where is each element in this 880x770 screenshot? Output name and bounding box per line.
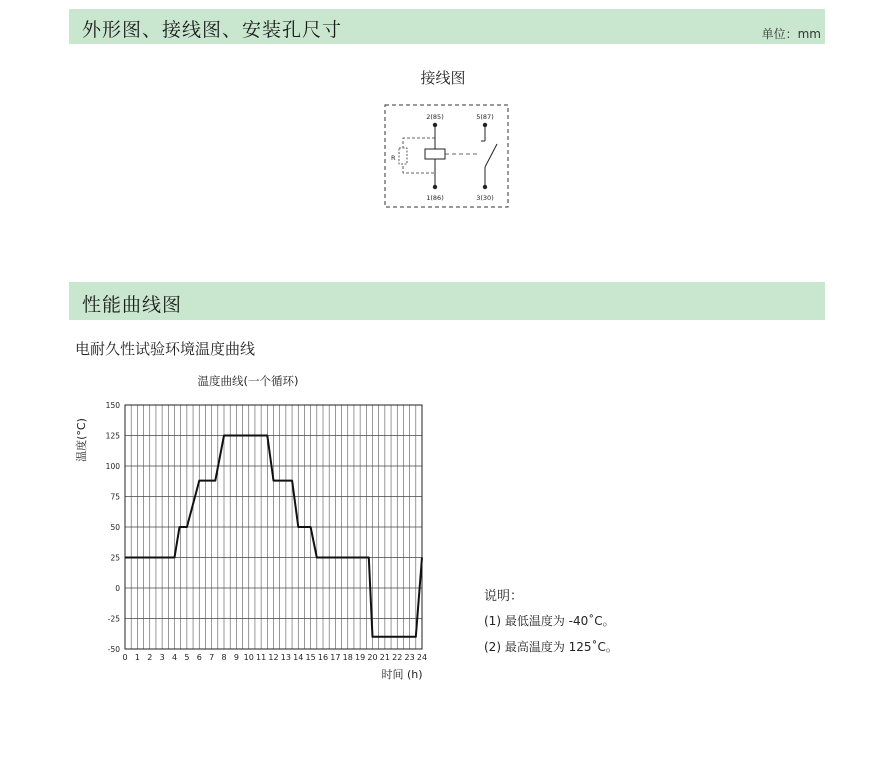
x-tick-label: 18 — [342, 653, 353, 662]
y-tick-label: 50 — [110, 523, 120, 532]
contact-circuit — [481, 123, 497, 189]
y-tick-label: 150 — [105, 401, 120, 410]
y-tick-label: -25 — [107, 614, 120, 624]
y-tick-label: 0 — [115, 584, 120, 593]
x-tick-label: 17 — [330, 653, 341, 662]
x-tick-label: 20 — [367, 653, 378, 662]
x-tick-label: 12 — [268, 653, 279, 662]
x-tick-label: 1 — [134, 653, 140, 662]
notes-block — [484, 585, 618, 664]
curve-subtitle: 电耐久性试验环境温度曲线 — [75, 340, 256, 358]
x-tick-label: 5 — [184, 653, 190, 662]
y-tick-label: 25 — [110, 553, 120, 563]
resistor-label: R — [391, 154, 396, 162]
x-tick-label: 4 — [171, 653, 178, 662]
x-tick-label: 0 — [122, 653, 128, 662]
pin-label-1-86: 1(86) — [426, 194, 444, 202]
y-tick-label: 125 — [105, 431, 120, 441]
x-tick-label: 14 — [293, 653, 304, 662]
x-tick-label: 2 — [147, 653, 153, 662]
y-tick-label: 75 — [110, 492, 120, 502]
section-header-performance — [69, 282, 825, 320]
notes-title: 说明： — [484, 589, 524, 604]
coil-symbol — [425, 149, 445, 159]
x-tick-label: 9 — [233, 653, 239, 662]
y-tick-label: 100 — [105, 462, 120, 471]
x-tick-label: 16 — [317, 653, 329, 662]
chart-title: 温度曲线(一个循环) — [197, 374, 299, 388]
note-item-min-temp: (1) 最低温度为 -40˚C。 — [484, 614, 615, 628]
section-header-dimensions — [69, 9, 825, 44]
pin-label-2-85: 2(85) — [426, 113, 444, 121]
temperature-curve-chart — [68, 368, 438, 688]
chart-x-axis-label: 时间 (h) — [381, 668, 423, 681]
x-tick-label: 8 — [221, 653, 227, 662]
section-title-performance: 性能曲线图 — [82, 294, 183, 316]
wiring-diagram — [383, 103, 511, 211]
x-tick-label: 13 — [280, 653, 291, 662]
y-tick-label: -50 — [107, 645, 120, 654]
x-tick-label: 24 — [416, 653, 428, 662]
x-tick-label: 19 — [355, 653, 366, 662]
x-tick-label: 21 — [379, 653, 390, 662]
resistor-symbol — [399, 148, 407, 164]
wiring-diagram-title: 接线图 — [420, 69, 466, 87]
pin-label-5-87: 5(87) — [476, 113, 494, 121]
x-tick-label: 6 — [196, 653, 202, 662]
x-tick-label: 23 — [404, 653, 415, 662]
note-item-max-temp: (2) 最高温度为 125˚C。 — [484, 640, 618, 654]
chart-grid — [125, 405, 422, 649]
section-title-dimensions: 外形图、接线图、安装孔尺寸 — [82, 19, 343, 41]
x-tick-label: 11 — [256, 653, 267, 662]
chart-y-axis-label: 温度(°C) — [75, 418, 88, 462]
x-tick-label: 22 — [392, 653, 403, 662]
unit-label: 单位：mm — [761, 27, 821, 41]
x-tick-label: 15 — [305, 653, 316, 662]
pin-label-3-30: 3(30) — [476, 194, 494, 202]
x-tick-label: 7 — [209, 653, 215, 662]
switch-blade — [485, 144, 497, 167]
x-tick-label: 10 — [243, 653, 254, 662]
x-tick-label: 3 — [159, 653, 165, 662]
coil-circuit — [399, 123, 480, 189]
